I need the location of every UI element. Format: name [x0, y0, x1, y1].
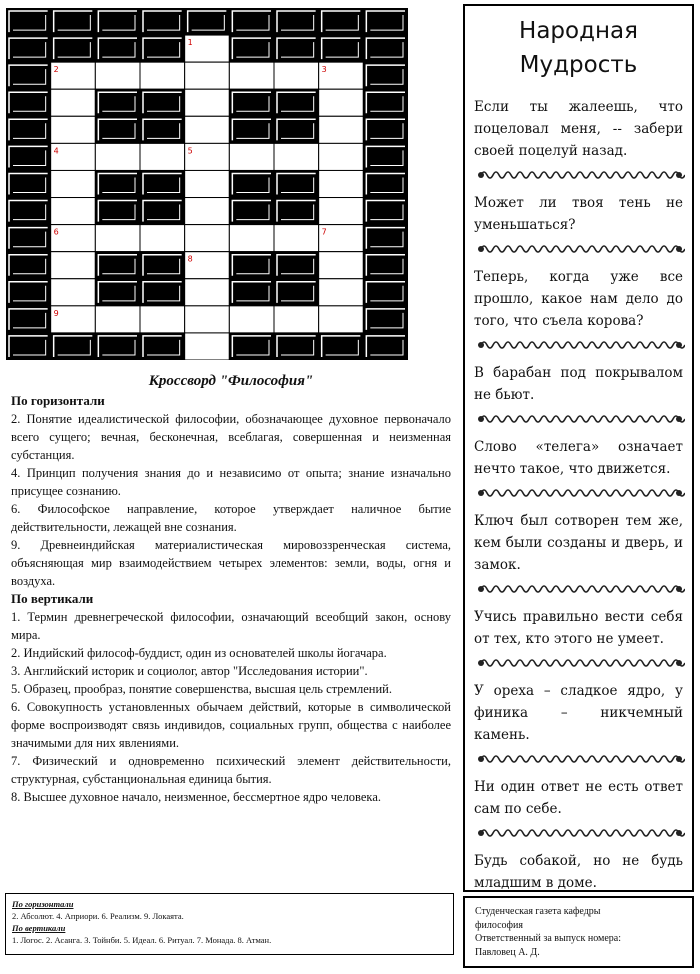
wisdom-title-line2: Мудрость	[519, 52, 638, 78]
crossword-cell[interactable]	[140, 143, 185, 170]
crossword-block	[229, 198, 274, 225]
cell-number: 6	[53, 227, 59, 237]
saying: В барабан под покрывалом не бьют.	[474, 365, 683, 403]
crossword-cell[interactable]	[95, 306, 140, 333]
cell-number: 9	[53, 308, 59, 318]
crossword-block	[363, 89, 408, 116]
crossword-cell[interactable]	[319, 143, 364, 170]
crossword-block	[229, 333, 274, 360]
imprint-line1: Студенческая газета кафедры	[475, 906, 601, 917]
cell-number: 1	[187, 38, 193, 48]
horizontal-clue: 2. Понятие идеалистической философии, обозначающее духовное первоначало всего сущего; вечная, бесконечная, всеблагая, совершенная и неизменная субстанция.	[11, 412, 451, 462]
crossword-block	[95, 333, 140, 360]
crossword-block	[95, 279, 140, 306]
ornament-divider-icon	[475, 336, 685, 354]
crossword-cell[interactable]	[319, 170, 364, 197]
crossword-block	[363, 8, 408, 35]
crossword-block	[6, 279, 51, 306]
answers-horizontal: 2. Абсолют. 4. Априори. 6. Реализм. 9. Локаята.	[12, 911, 184, 921]
crossword-block	[363, 252, 408, 279]
crossword-grid	[6, 8, 408, 360]
crossword-block	[51, 35, 96, 62]
crossword-block	[51, 8, 96, 35]
crossword-block	[274, 8, 319, 35]
wisdom-title-line1: Народная	[519, 18, 638, 44]
saying: У ореха – сладкое ядро, у финика – никчемный камень.	[474, 683, 683, 743]
crossword-block	[229, 279, 274, 306]
crossword-block	[51, 333, 96, 360]
crossword-cell[interactable]	[185, 198, 230, 225]
ornament-divider-icon	[475, 410, 685, 428]
crossword-block	[229, 8, 274, 35]
crossword-block	[274, 252, 319, 279]
crossword-block	[6, 62, 51, 89]
crossword-cell[interactable]	[185, 89, 230, 116]
crossword-block	[229, 35, 274, 62]
vertical-clue-list	[11, 608, 451, 806]
crossword-block	[140, 333, 185, 360]
crossword-block	[363, 143, 408, 170]
crossword-cell[interactable]	[229, 225, 274, 252]
cell-number: 8	[187, 254, 193, 264]
ornament-divider-icon	[475, 750, 685, 768]
imprint-line3: Ответственный за выпуск номера:	[475, 933, 621, 944]
saying: Будь собакой, но не будь младшим в доме.	[474, 853, 683, 891]
crossword-block	[140, 35, 185, 62]
crossword-block	[6, 198, 51, 225]
crossword-block	[274, 35, 319, 62]
vertical-clue: 3. Английский историк и социолог, автор "Исследования истории".	[11, 664, 368, 678]
crossword-block	[274, 170, 319, 197]
crossword-cell[interactable]	[274, 143, 319, 170]
crossword-block	[319, 35, 364, 62]
crossword-block	[6, 333, 51, 360]
crossword-block	[319, 8, 364, 35]
crossword-block	[229, 89, 274, 116]
crossword-cell[interactable]	[229, 306, 274, 333]
crossword-cell[interactable]	[185, 225, 230, 252]
crossword-cell[interactable]	[95, 225, 140, 252]
crossword-block	[140, 279, 185, 306]
crossword-block	[363, 62, 408, 89]
crossword-block	[95, 198, 140, 225]
crossword-cell[interactable]	[319, 306, 364, 333]
vertical-clue: 2. Индийский философ-буддист, один из основателей школы йогачара.	[11, 646, 387, 660]
crossword-block	[140, 170, 185, 197]
crossword-block	[229, 252, 274, 279]
crossword-cell[interactable]	[51, 279, 96, 306]
crossword-block	[274, 116, 319, 143]
crossword-block	[140, 8, 185, 35]
crossword-cell[interactable]	[185, 279, 230, 306]
crossword-block	[140, 252, 185, 279]
crossword-cell[interactable]	[229, 62, 274, 89]
crossword-cell[interactable]	[229, 143, 274, 170]
crossword-cell[interactable]	[140, 225, 185, 252]
crossword-block	[229, 170, 274, 197]
crossword-block	[274, 198, 319, 225]
crossword-cell[interactable]	[185, 333, 230, 360]
crossword-block	[319, 333, 364, 360]
crossword-cell[interactable]	[185, 306, 230, 333]
saying: Учись правильно вести себя от тех, кто этого не умеет.	[474, 609, 683, 647]
crossword-block	[363, 306, 408, 333]
crossword-cell[interactable]	[274, 225, 319, 252]
crossword-block	[140, 116, 185, 143]
crossword-block	[6, 89, 51, 116]
answers-horizontal-heading: По горизонтали	[12, 899, 74, 909]
crossword-block	[6, 35, 51, 62]
vertical-heading: По вертикали	[11, 591, 94, 606]
crossword-cell[interactable]	[185, 116, 230, 143]
crossword-block	[274, 89, 319, 116]
crossword-cell[interactable]	[185, 170, 230, 197]
crossword-block	[95, 35, 140, 62]
imprint-line4: Павловец А. Д.	[475, 946, 540, 958]
crossword-cell[interactable]	[185, 62, 230, 89]
ornament-divider-icon	[475, 484, 685, 502]
crossword-block	[95, 89, 140, 116]
crossword-block	[363, 279, 408, 306]
crossword-block	[6, 306, 51, 333]
crossword-cell[interactable]	[51, 116, 96, 143]
crossword-block	[6, 8, 51, 35]
crossword-block	[140, 198, 185, 225]
crossword-block	[95, 8, 140, 35]
imprint-line2: философия	[475, 919, 523, 931]
crossword-block	[95, 252, 140, 279]
answers-vertical-heading: По вертикали	[12, 923, 66, 933]
crossword-block	[363, 116, 408, 143]
vertical-clue: 6. Совокупность установленных обычаем действий, которые в символической форме воспроизводят связь индивидов, социальных групп, общества с наиболее значимыми для них явлениями.	[11, 700, 451, 750]
crossword-block	[140, 89, 185, 116]
saying: Ключ был сотворен тем же, кем были созданы и дверь, и замок.	[474, 513, 683, 573]
sayings-list	[465, 96, 692, 892]
crossword-block	[363, 198, 408, 225]
crossword-block	[363, 35, 408, 62]
crossword-cell[interactable]	[51, 170, 96, 197]
crossword-cell[interactable]	[319, 279, 364, 306]
horizontal-heading: По горизонтали	[11, 393, 105, 408]
vertical-clue: 7. Физический и одновременно психический элемент действительности, структурная, субстанциональная единица бытия.	[11, 754, 451, 786]
crossword-block	[6, 252, 51, 279]
crossword-title: Кроссворд "Философия"	[148, 373, 314, 389]
crossword-cell[interactable]	[95, 143, 140, 170]
crossword-block	[363, 170, 408, 197]
crossword-block	[274, 333, 319, 360]
horizontal-clue: 6. Философское направление, которое утверждает наличное бытие действительности, лежащей вне сознания.	[11, 502, 451, 534]
ornament-divider-icon	[475, 240, 685, 258]
saying: Слово «телега» означает нечто такое, что движется.	[474, 439, 683, 477]
crossword-cell[interactable]	[319, 116, 364, 143]
saying: Ни один ответ не есть ответ сам по себе.	[474, 779, 683, 817]
crossword-cell[interactable]	[140, 62, 185, 89]
horizontal-clue-list	[11, 410, 451, 590]
crossword-cell[interactable]	[274, 62, 319, 89]
saying: Может ли твоя тень не уменьшаться?	[474, 195, 683, 233]
answers-vertical: 1. Логос. 2. Асанга. 3. Тойнби. 5. Идеал. 6. Ритуал. 7. Монада. 8. Атман.	[12, 935, 272, 945]
crossword-cell[interactable]	[95, 62, 140, 89]
horizontal-clue: 4. Принцип получения знания до и независимо от опыта; знание изначально присущее сознанию.	[11, 466, 451, 498]
ornament-divider-icon	[475, 824, 685, 842]
crossword-block	[95, 170, 140, 197]
horizontal-clue: 9. Древнеиндийская материалистическая мировоззренческая система, объясняющая мир взаимодействием четырех элементов: земли, воды, огня и воздуха.	[11, 538, 451, 588]
vertical-clue: 1. Термин древнегреческой философии, означающий всеобщий закон, основу мира.	[11, 610, 451, 642]
cell-number: 3	[321, 65, 327, 75]
vertical-clue: 8. Высшее духовное начало, неизменное, бессмертное ядро человека.	[11, 790, 381, 804]
cell-number: 5	[187, 146, 193, 156]
vertical-clue: 5. Образец, прообраз, понятие совершенства, высшая цель стремлений.	[11, 682, 392, 696]
crossword-clues	[11, 372, 451, 886]
crossword-cell[interactable]	[51, 89, 96, 116]
crossword-block	[95, 116, 140, 143]
ornament-divider-icon	[475, 166, 685, 184]
crossword-cell[interactable]	[319, 252, 364, 279]
crossword-block	[6, 116, 51, 143]
crossword-block	[363, 333, 408, 360]
crossword-cell[interactable]	[274, 306, 319, 333]
crossword-block	[6, 170, 51, 197]
folk-wisdom-column	[463, 4, 694, 892]
crossword-block	[185, 8, 230, 35]
crossword-block	[274, 279, 319, 306]
ornament-divider-icon	[475, 654, 685, 672]
cell-number: 7	[321, 227, 327, 237]
crossword-block	[363, 225, 408, 252]
crossword-cell[interactable]	[319, 89, 364, 116]
ornament-divider-icon	[475, 580, 685, 598]
cell-number: 4	[53, 146, 59, 156]
crossword-cell[interactable]	[51, 252, 96, 279]
crossword-cell[interactable]	[319, 198, 364, 225]
cell-number: 2	[53, 65, 59, 75]
wisdom-title	[465, 14, 692, 82]
crossword-cell[interactable]	[140, 306, 185, 333]
imprint-box	[463, 896, 694, 968]
crossword-cell[interactable]	[51, 198, 96, 225]
crossword-block	[6, 143, 51, 170]
saying: Если ты жалеешь, что поцеловал меня, -- забери своей поцелуй назад.	[474, 99, 683, 159]
saying: Теперь, когда уже все прошло, какое нам дело до того, что съела корова?	[474, 269, 683, 329]
answers-box	[5, 893, 454, 955]
crossword-block	[229, 116, 274, 143]
crossword-block	[6, 225, 51, 252]
